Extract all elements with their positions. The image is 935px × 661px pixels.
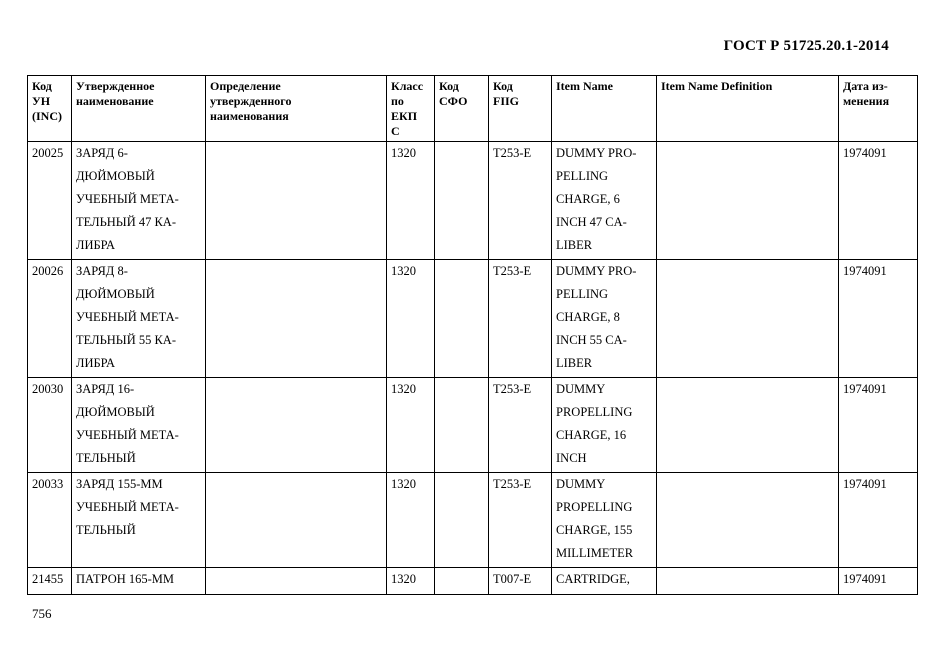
cell-code: 20033 [28,473,72,568]
cell-date: 1974091 [839,378,918,473]
cell-sfo [435,378,489,473]
cell-line: CARTRIDGE, [556,572,630,586]
header-line: менения [843,94,890,108]
cell-line: INCH [556,451,587,465]
cell-line: LIBER [556,356,593,370]
header-line: FIIG [493,94,520,108]
header-class-ekps [387,76,435,142]
header-line: Класс [391,79,424,93]
cell-line: ЗАРЯД 16- [76,382,135,396]
header-item-name-definition [657,76,839,142]
cell-fiig: T253-E [489,260,552,378]
cell-approved-name [72,473,206,568]
header-name-definition [206,76,387,142]
cell-date: 1974091 [839,142,918,260]
cell-fiig: T007-E [489,568,552,595]
cell-sfo [435,568,489,595]
table-row [28,260,918,378]
cell-line: УЧЕБНЫЙ МЕТА- [76,500,179,514]
cell-code: 20025 [28,142,72,260]
header-line: наименования [210,109,289,123]
cell-line: MILLIMETER [556,546,634,560]
cell-line: ЗАРЯД 155-ММ [76,477,163,491]
cell-item-name [552,260,657,378]
cell-date: 1974091 [839,568,918,595]
cell-line: DUMMY [556,382,606,396]
cell-line: ЗАРЯД 8- [76,264,128,278]
cell-item-name [552,142,657,260]
document-title: ГОСТ Р 51725.20.1-2014 [723,38,889,54]
cell-line: ЗАРЯД 6- [76,146,128,160]
header-line: Определение [210,79,281,93]
cell-code: 20026 [28,260,72,378]
cell-line: PELLING [556,287,609,301]
cell-class: 1320 [387,260,435,378]
cell-line: DUMMY PRO- [556,146,637,160]
cell-code: 20030 [28,378,72,473]
header-line: СФО [439,94,468,108]
cell-line: ДЮЙМОВЫЙ [76,287,155,301]
table-row [28,473,918,568]
header-line: Код [32,79,52,93]
cell-item-definition [657,142,839,260]
header-line: Утвержденное [76,79,155,93]
cell-line: ЛИБРА [76,238,116,252]
header-approved-name [72,76,206,142]
cell-item-definition [657,568,839,595]
cell-item-definition [657,260,839,378]
header-line: Item Name [556,79,613,93]
cell-date: 1974091 [839,473,918,568]
cell-item-definition [657,473,839,568]
cell-line: DUMMY PRO- [556,264,637,278]
cell-sfo [435,473,489,568]
header-line: УН [32,94,51,108]
cell-line: INCH 47 CA- [556,215,627,229]
cell-line: DUMMY [556,477,606,491]
cell-approved-name [72,378,206,473]
page-number: 756 [32,606,52,621]
cell-definition [206,142,387,260]
cell-line: ДЮЙМОВЫЙ [76,405,155,419]
table-row [28,378,918,473]
header-line: утвержденного [210,94,292,108]
cell-line: УЧЕБНЫЙ МЕТА- [76,310,179,324]
cell-code: 21455 [28,568,72,595]
header-line: (INC) [32,109,62,123]
cell-line: CHARGE, 6 [556,192,620,206]
header-line: по [391,94,404,108]
cell-line: ТЕЛЬНЫЙ [76,451,136,465]
header-change-date [839,76,918,142]
cell-line: PELLING [556,169,609,183]
cell-line: ТЕЛЬНЫЙ 47 КА- [76,215,176,229]
catalog-table [27,75,918,595]
cell-sfo [435,260,489,378]
cell-line: CHARGE, 8 [556,310,620,324]
cell-sfo [435,142,489,260]
header-line: Item Name Definition [661,79,773,93]
cell-class: 1320 [387,568,435,595]
header-line: Дата из- [843,79,888,93]
cell-class: 1320 [387,473,435,568]
cell-approved-name [72,260,206,378]
cell-class: 1320 [387,378,435,473]
cell-line: ТЕЛЬНЫЙ 55 КА- [76,333,176,347]
cell-definition [206,378,387,473]
cell-line: УЧЕБНЫЙ МЕТА- [76,428,179,442]
table-header-row [28,76,918,142]
cell-line: ДЮЙМОВЫЙ [76,169,155,183]
cell-line: ТЕЛЬНЫЙ [76,523,136,537]
cell-fiig: T253-E [489,142,552,260]
cell-date: 1974091 [839,260,918,378]
cell-line: CHARGE, 155 [556,523,633,537]
cell-item-definition [657,378,839,473]
cell-line: INCH 55 CA- [556,333,627,347]
cell-class: 1320 [387,142,435,260]
cell-line: ЛИБРА [76,356,116,370]
header-line: Код [439,79,459,93]
header-code-sfo [435,76,489,142]
cell-fiig: T253-E [489,473,552,568]
header-line: наименование [76,94,154,108]
header-code-fiig [489,76,552,142]
cell-line: ПАТРОН 165-ММ [76,572,175,586]
cell-definition [206,260,387,378]
cell-item-name [552,473,657,568]
table-row [28,142,918,260]
header-line: Код [493,79,513,93]
header-code-inc [28,76,72,142]
cell-fiig: T253-E [489,378,552,473]
cell-item-name [552,378,657,473]
header-line: ЕКП [391,109,418,123]
cell-line: LIBER [556,238,593,252]
table-row [28,568,918,595]
header-item-name [552,76,657,142]
cell-definition [206,473,387,568]
cell-line: УЧЕБНЫЙ МЕТА- [76,192,179,206]
cell-line: PROPELLING [556,405,633,419]
cell-line: PROPELLING [556,500,633,514]
cell-approved-name [72,568,206,595]
cell-item-name [552,568,657,595]
cell-approved-name [72,142,206,260]
cell-line: CHARGE, 16 [556,428,627,442]
header-line: С [391,124,400,138]
cell-definition [206,568,387,595]
